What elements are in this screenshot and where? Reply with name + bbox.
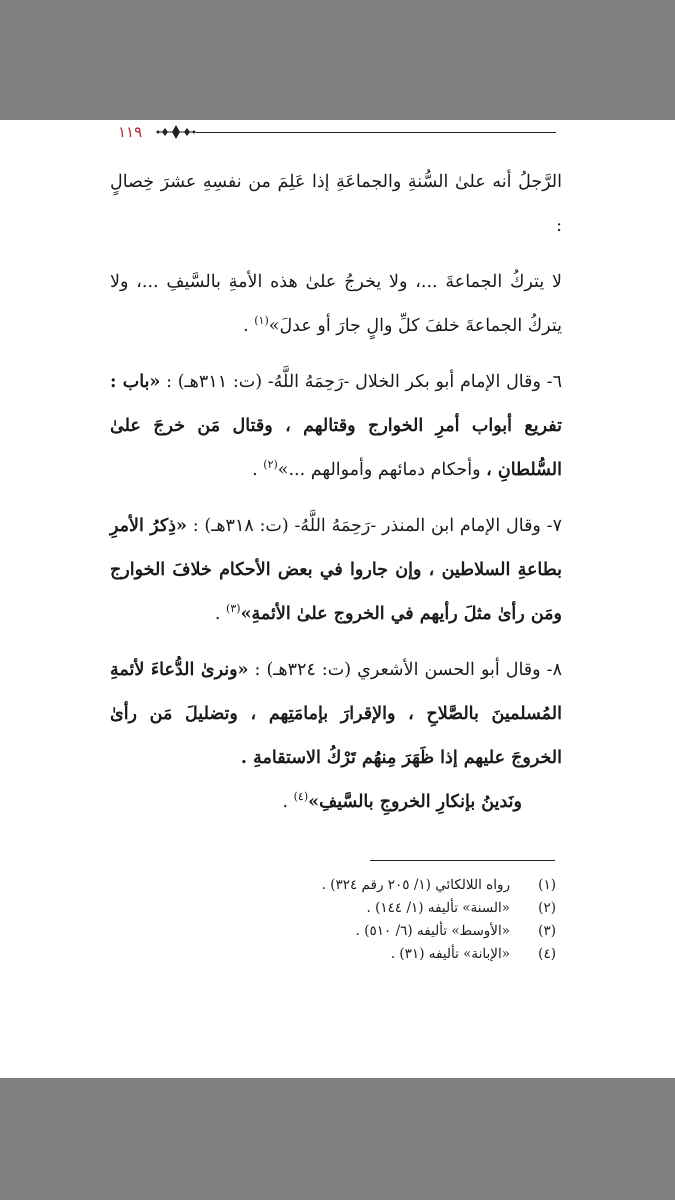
paragraph-4-quote: «ذِكرُ الأمرِ بطاعةِ السلاطين ، وإن جاروا في بعض الأحكام خلافَ الخوارج ومَن رأىٰ مثلَ رأيهم في الخروج علىٰ الأئمةِ» xyxy=(110,516,562,624)
paragraph-6-end: . xyxy=(282,792,294,812)
footnote-ref-3: (٣) xyxy=(226,602,241,616)
paragraph-4-intro: ٧- وقال الإمام ابن المنذر -رَحِمَهُ اللَّهُ- (ت: ٣١٨هـ) : xyxy=(192,516,562,536)
paragraph-2-end: . xyxy=(243,316,255,336)
footnote-ref-4: (٤) xyxy=(293,790,309,804)
paragraph-1 xyxy=(110,160,562,248)
bottom-gray-band xyxy=(0,1078,675,1200)
footnote-text: «السنة» تأليفه (١/ ١٤٤) . xyxy=(366,900,510,916)
footnote-number: (١) xyxy=(538,877,556,893)
paragraph-6 xyxy=(110,780,562,824)
page-number: ١١٩ xyxy=(118,123,143,141)
footnote-number: (٢) xyxy=(538,900,556,916)
footnote-item xyxy=(240,943,556,966)
header-rule xyxy=(196,132,556,133)
paragraph-3-end: . xyxy=(252,460,264,480)
paragraph-5 xyxy=(110,648,562,780)
paragraph-3 xyxy=(110,360,562,492)
paragraph-2 xyxy=(110,260,562,348)
paragraph-3-intro: ٦- وقال الإمام أبو بكر الخلال -رَحِمَهُ اللَّهُ- (ت: ٣١١هـ) : xyxy=(166,372,562,392)
footnote-ref-1: (١) xyxy=(254,314,269,328)
footnote-text: «الإبانة» تأليفه (٣١) . xyxy=(390,946,510,962)
footnote-number: (٤) xyxy=(538,946,556,962)
paragraph-2-text: لا يتركُ الجماعةَ ...، ولا يخرجُ علىٰ هذه الأمةِ بالسَّيفِ ...، ولا يتركُ الجماعةَ خلفَ كلِّ والٍ جارَ أو عدلَ» xyxy=(110,272,562,336)
footnote-item xyxy=(240,920,556,943)
paragraph-3-rest: وأحكام دمائهم وأموالهم ...» xyxy=(277,460,487,480)
footnote-item xyxy=(240,874,556,897)
footnote-item xyxy=(240,897,556,920)
paragraph-4-end: . xyxy=(214,604,227,624)
paragraph-3-quote: «باب : تفريع أبواب أمرِ الخوارج وقتالهم ، وقتال مَن خرجَ علىٰ السُّلطانِ ، xyxy=(110,372,562,480)
page-body xyxy=(110,160,562,824)
paragraph-5-intro: ٨- وقال أبو الحسن الأشعري (ت: ٣٢٤هـ) : xyxy=(254,660,562,680)
footnote-ref-2: (٢) xyxy=(263,458,278,472)
paragraph-4 xyxy=(110,504,562,636)
header-ornament-icon xyxy=(156,122,196,142)
paragraph-6-quote: ونَدينُ بإنكارِ الخروجِ بالسَّيفِ» xyxy=(308,792,522,812)
footnotes xyxy=(240,874,556,966)
page-header xyxy=(118,120,556,144)
footnote-text: رواه اللالكائي (١/ ٢٠٥ رقم ٣٢٤) . xyxy=(321,877,510,893)
paragraph-1-text: الرَّجلُ أنه علىٰ السُّنةِ والجماعَةِ إذا عَلِمَ من نفسِهِ عشرَ خِصالٍ : xyxy=(110,172,562,236)
footnote-text: «الأوسط» تأليفه (٦/ ٥١٠) . xyxy=(355,923,510,939)
paragraph-5-quote: «ونرىٰ الدُّعاءَ لأئمةِ المُسلمينَ بالصَّلاحِ ، والإقرارَ بإمامَتِهم ، وتضليلَ مَن رأىٰ الخروجَ عليهم إذا ظَهَرَ مِنهُم تَرْكُ الاستقامةِ . xyxy=(110,660,562,768)
footnote-number: (٣) xyxy=(538,923,556,939)
top-gray-band xyxy=(0,0,675,120)
footnote-separator xyxy=(370,860,555,861)
